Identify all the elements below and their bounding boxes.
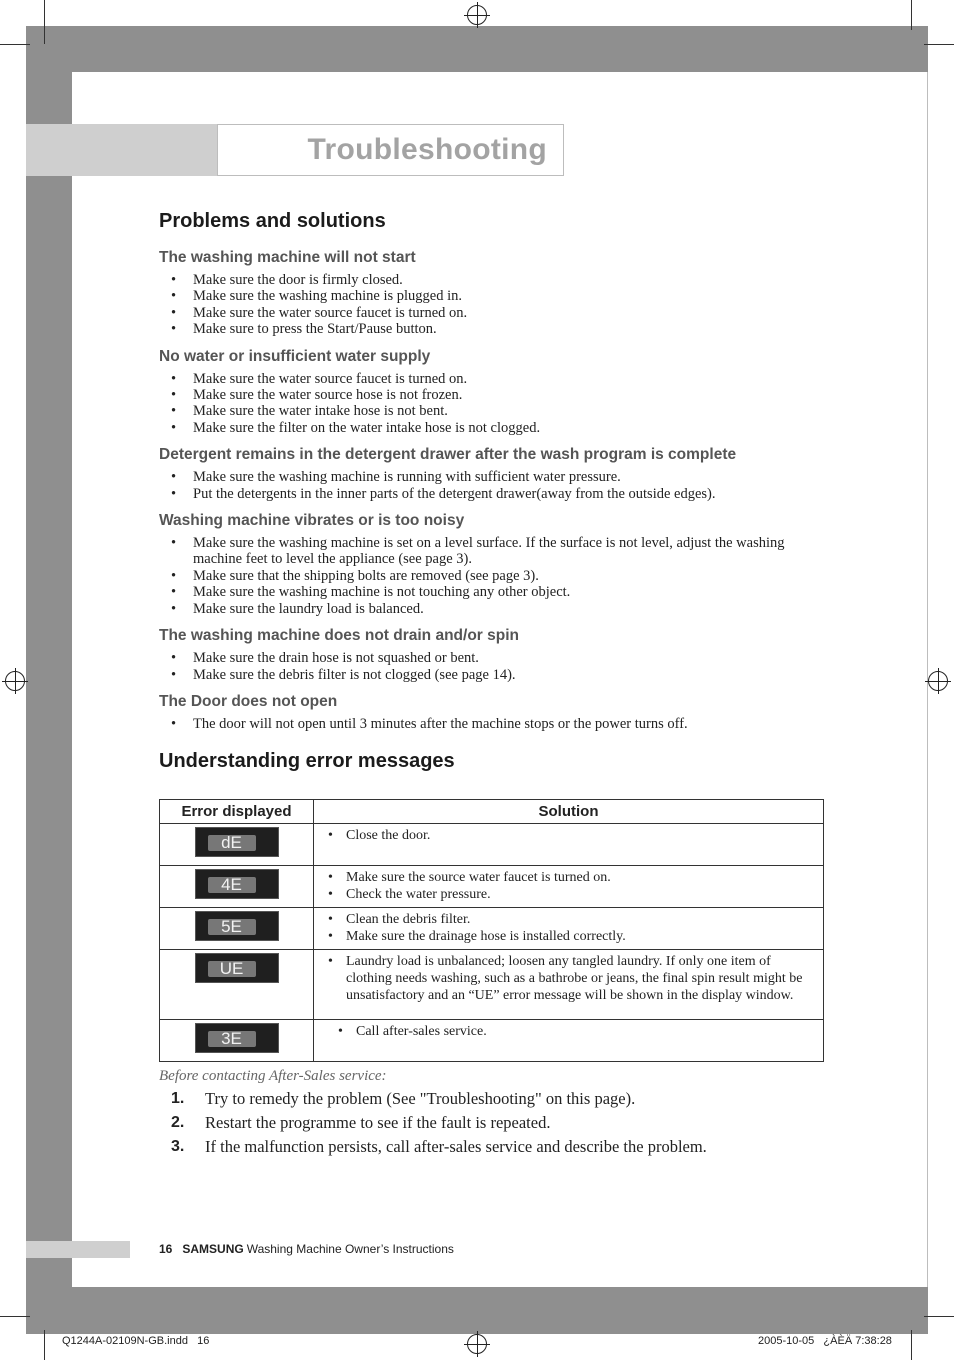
crop-mark <box>911 1330 912 1360</box>
list-item <box>159 1135 827 1159</box>
print-slug-date: 2005-10-05 ¿ÀÈÄ 7:38:28 <box>758 1335 892 1347</box>
error-code-cell <box>160 950 314 1020</box>
error-code-cell <box>160 908 314 950</box>
list-item: • Make sure the debris filter is not clogged (see page 14). <box>159 667 827 683</box>
error-code: 4E <box>208 877 256 893</box>
bullet-list <box>159 535 827 617</box>
list-item: • Laundry load is unbalanced; loosen any tangled laundry. If only one item of clothing needs washing, such as a bathrobe or jeans, the final spin result might be unsatisfactory and an “UE” error message will be shown in the display window. <box>318 953 819 1004</box>
list-item: • Make sure the source water faucet is turned on. <box>318 869 819 886</box>
registration-mark-icon <box>5 671 25 691</box>
section-title: Detergent remains in the detergent drawer after the wash program is complete <box>159 446 737 464</box>
step-number: 1. <box>171 1090 185 1108</box>
bullet-list <box>318 869 819 903</box>
list-item: • Make sure that the shipping bolts are removed (see page 3). <box>159 568 827 584</box>
list-item: • Make sure the washing machine is plugged in. <box>159 288 827 304</box>
list-item: • Make sure the filter on the water intake hose is not clogged. <box>159 420 827 436</box>
solution-cell <box>314 824 824 866</box>
error-code: dE <box>208 835 256 851</box>
list-item: • Make sure the washing machine is set on a level surface. If the surface is not level, adjust the washing machine feet to level the appliance (see page 3). <box>159 535 827 568</box>
list-item <box>159 1087 827 1111</box>
list-item: • Make sure the washing machine is not touching any other object. <box>159 584 827 600</box>
step-number: 3. <box>171 1138 185 1156</box>
title-box <box>217 124 564 176</box>
bullet-list <box>318 827 819 844</box>
list-item: • Make sure the laundry load is balanced. <box>159 601 827 617</box>
solution-cell <box>314 950 824 1020</box>
column-header-error: Error displayed <box>160 800 314 824</box>
crop-mark <box>924 1316 954 1317</box>
list-item: • Make sure the drainage hose is installed correctly. <box>318 928 819 945</box>
table-header-row <box>160 800 824 824</box>
bullet-list <box>318 1023 819 1040</box>
title-band <box>26 124 218 176</box>
page-frame-bottom <box>26 1287 928 1334</box>
error-code: 5E <box>208 919 256 935</box>
page-frame-top <box>26 26 928 72</box>
bullet-list <box>159 716 827 732</box>
section-title: The Door does not open <box>159 692 338 710</box>
error-display-icon <box>195 869 279 899</box>
list-item <box>159 1111 827 1135</box>
table-row <box>160 950 824 1020</box>
after-sales-note: Before contacting After-Sales service: <box>159 1068 387 1085</box>
list-item: • Close the door. <box>318 827 819 844</box>
step-text: Try to remedy the problem (See "Troubleshooting" on this page). <box>205 1089 636 1109</box>
table-row <box>160 866 824 908</box>
list-item: • Make sure the water intake hose is not bent. <box>159 403 827 419</box>
error-code: 3E <box>208 1031 256 1047</box>
section-title: The washing machine will not start <box>159 249 416 266</box>
error-display-icon <box>195 953 279 983</box>
solution-cell <box>314 908 824 950</box>
error-code-cell <box>160 824 314 866</box>
page-frame-left <box>26 26 72 1334</box>
registration-mark-icon <box>928 671 948 691</box>
page-footer <box>159 1242 454 1256</box>
list-item: • Make sure the drain hose is not squashed or bent. <box>159 650 827 666</box>
page-number: 16 <box>159 1242 173 1256</box>
print-slug-file: Q1244A-02109N-GB.indd 16 <box>62 1335 210 1347</box>
bullet-list <box>159 371 827 437</box>
list-item: • Make sure the water source hose is not frozen. <box>159 387 827 403</box>
list-item: • Make sure the door is firmly closed. <box>159 272 827 288</box>
errors-heading: Understanding error messages <box>159 750 455 773</box>
list-item: • Make sure the washing machine is running with sufficient water pressure. <box>159 469 827 485</box>
list-item: • Put the detergents in the inner parts of the detergent drawer(away from the outside edges). <box>159 486 827 502</box>
error-display-icon <box>195 911 279 941</box>
bullet-list <box>159 469 827 502</box>
error-display-icon <box>195 1023 279 1053</box>
crop-mark <box>0 1316 30 1317</box>
registration-mark-icon <box>467 5 487 25</box>
step-list <box>159 1087 827 1159</box>
error-code-cell <box>160 866 314 908</box>
error-table <box>159 799 824 1062</box>
list-item: • Check the water pressure. <box>318 886 819 903</box>
table-row <box>160 824 824 866</box>
registration-mark-icon <box>467 1334 487 1354</box>
bullet-list <box>159 272 827 338</box>
bullet-list <box>159 650 827 683</box>
page-title: Troubleshooting <box>307 133 547 166</box>
column-header-solution: Solution <box>314 800 824 824</box>
crop-mark <box>44 1330 45 1360</box>
footer-text: Washing Machine Owner’s Instructions <box>246 1242 454 1256</box>
list-item: • Make sure the water source faucet is turned on. <box>159 305 827 321</box>
crop-mark <box>924 44 954 45</box>
main-content <box>159 210 827 1159</box>
bullet-list <box>318 953 819 1004</box>
error-display-icon <box>195 827 279 857</box>
section-title: The washing machine does not drain and/or spin <box>159 627 519 645</box>
list-item: • Call after-sales service. <box>328 1023 819 1040</box>
table-row <box>160 1020 824 1062</box>
table-row <box>160 908 824 950</box>
error-code: UE <box>208 961 256 977</box>
footer-band <box>26 1241 130 1258</box>
crop-mark <box>44 0 45 44</box>
list-item: • Clean the debris filter. <box>318 911 819 928</box>
step-number: 2. <box>171 1114 185 1132</box>
solution-cell <box>314 1020 824 1062</box>
list-item: • Make sure the water source faucet is turned on. <box>159 371 827 387</box>
step-text: If the malfunction persists, call after-sales service and describe the problem. <box>205 1137 707 1157</box>
solution-cell <box>314 866 824 908</box>
crop-mark <box>0 44 30 45</box>
step-text: Restart the programme to see if the fault is repeated. <box>205 1113 551 1133</box>
list-item: • Make sure to press the Start/Pause button. <box>159 321 827 337</box>
error-code-cell <box>160 1020 314 1062</box>
list-item: • The door will not open until 3 minutes after the machine stops or the power turns off. <box>159 716 827 732</box>
problems-heading: Problems and solutions <box>159 210 386 232</box>
section-title: Washing machine vibrates or is too noisy <box>159 512 465 530</box>
crop-mark <box>911 0 912 30</box>
brand-name: SAMSUNG <box>182 1242 244 1256</box>
section-title: No water or insufficient water supply <box>159 347 431 365</box>
bullet-list <box>318 911 819 945</box>
